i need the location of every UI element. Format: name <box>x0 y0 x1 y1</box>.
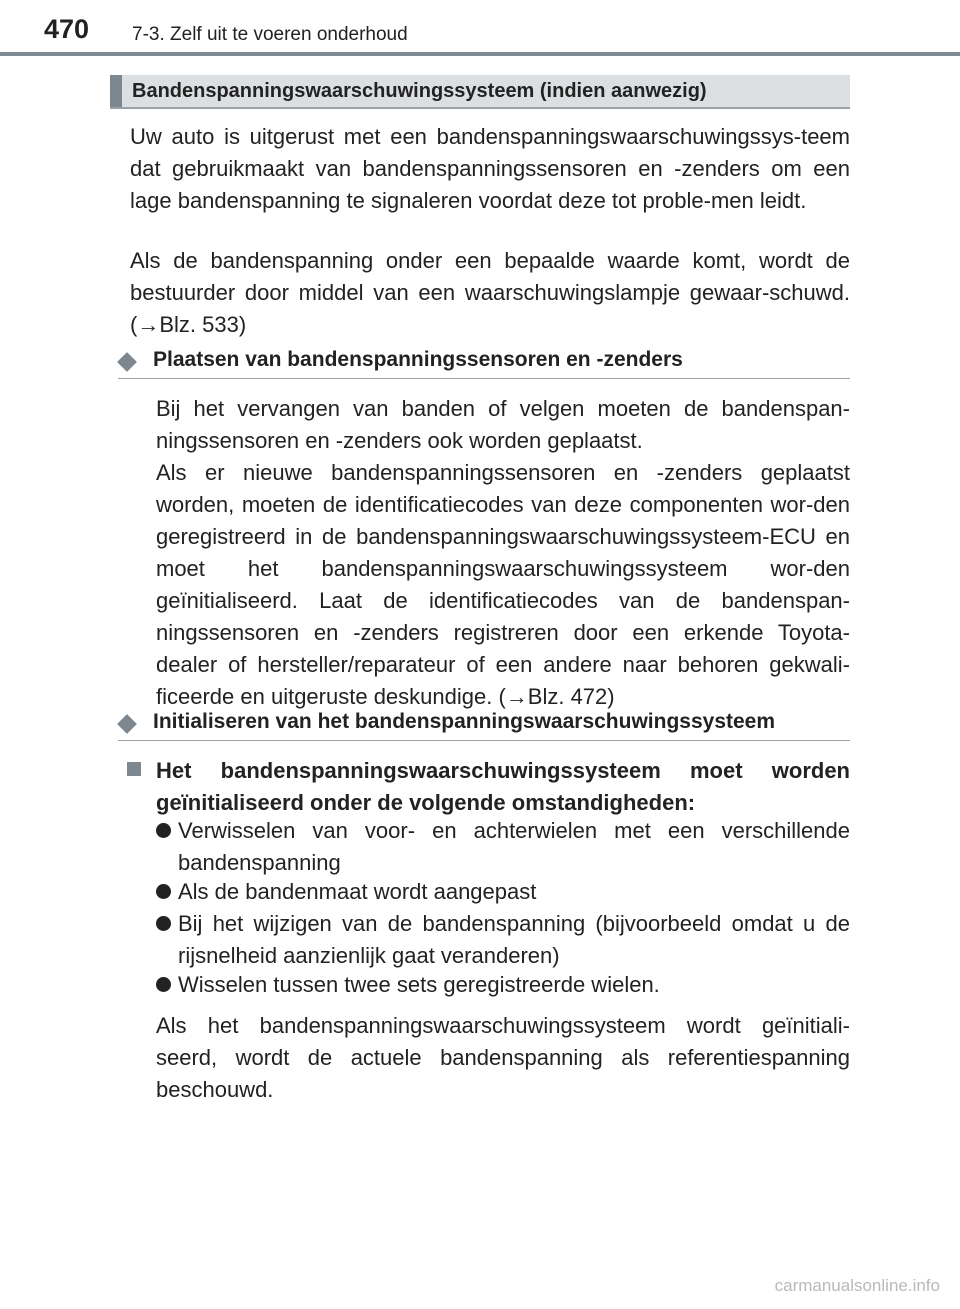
section-title-underline <box>110 107 850 109</box>
section-accent-bar <box>110 75 122 107</box>
warning-paragraph: Als de bandenspanning onder een bepaalde waarde komt, wordt de bestuurder door middel van een waarschuwingslampje gewaar-schuwd. (→Blz. 533) <box>130 248 850 337</box>
subheading-initialize <box>118 710 850 746</box>
list-item-text: Wisselen tussen twee sets geregistreerde wielen. <box>178 972 660 997</box>
intro-paragraph: Uw auto is uitgerust met een bandenspanningswaarschuwingssys-teem dat gebruikmaakt van bandenspanningssensoren en -zenders om een lage bandenspanning te signaleren voordat deze tot proble-men leidt. <box>130 124 850 213</box>
list-item-text: Als de bandenmaat wordt aangepast <box>178 879 537 904</box>
list-item-text: Bij het wijzigen van de bandenspanning (bijvoorbeeld omdat u de rijsnelheid aanzienlijk gaat veranderen) <box>178 911 850 968</box>
closing-paragraph: Als het bandenspanningswaarschuwingssysteem wordt geïnitiali-seerd, wordt de actuele bandenspanning als referentiespanning beschouwd. <box>156 1013 850 1102</box>
subheading-initialize-rule <box>118 740 850 741</box>
condition-heading-text: Het bandenspanningswaarschuwingssysteem moet worden geïnitialiseerd onder de volgende omstandigheden: <box>156 758 850 815</box>
bullet-icon <box>156 823 171 838</box>
page-number: 470 <box>44 14 90 44</box>
section-title: Bandenspanningswaarschuwingssysteem (indien aanwezig) <box>132 80 707 102</box>
bullet-icon <box>156 977 171 992</box>
subheading-initialize-label: Initialiseren van het bandenspanningswaarschuwingssysteem <box>153 710 776 733</box>
bullet-icon <box>156 884 171 899</box>
list-item-text: Verwisselen van voor- en achterwielen met een verschillende bandenspanning <box>178 818 850 875</box>
diamond-icon <box>117 714 137 734</box>
sensors-paragraph-1: Bij het vervangen van banden of velgen moeten de bandenspan-ningssensoren en -zenders ook worden geplaatst. <box>156 396 850 453</box>
diamond-icon <box>117 352 137 372</box>
watermark: carmanualsonline.info <box>774 1276 940 1295</box>
bullet-icon <box>156 916 171 931</box>
page-header <box>0 0 960 58</box>
subheading-sensors-label: Plaatsen van bandenspanningssensoren en -zenders <box>153 348 683 371</box>
sensors-paragraph-2: Als er nieuwe bandenspanningssensoren en -zenders geplaatst worden, moeten de identificatiecodes van deze componenten wor-den geregistreerd in de bandenspanningswaarschuwingssysteem-ECU en moet het bandenspanningswaarschuwingssysteem wor-den geïnitialiseerd. Laat de identificatiecodes van de bandenspan-ningssensoren en -zenders registreren door een erkende Toyota-dealer of hersteller/reparateur of een andere naar behoren gekwali-ficeerde en uitgeruste deskundige. (→Blz. 472) <box>156 460 850 709</box>
section-title-bar <box>110 75 850 107</box>
chapter-title: 7-3. Zelf uit te voeren onderhoud <box>132 24 408 45</box>
subheading-sensors-rule <box>118 378 850 379</box>
subheading-sensors <box>118 348 850 384</box>
square-bullet-icon <box>127 762 141 776</box>
header-divider <box>0 52 960 56</box>
